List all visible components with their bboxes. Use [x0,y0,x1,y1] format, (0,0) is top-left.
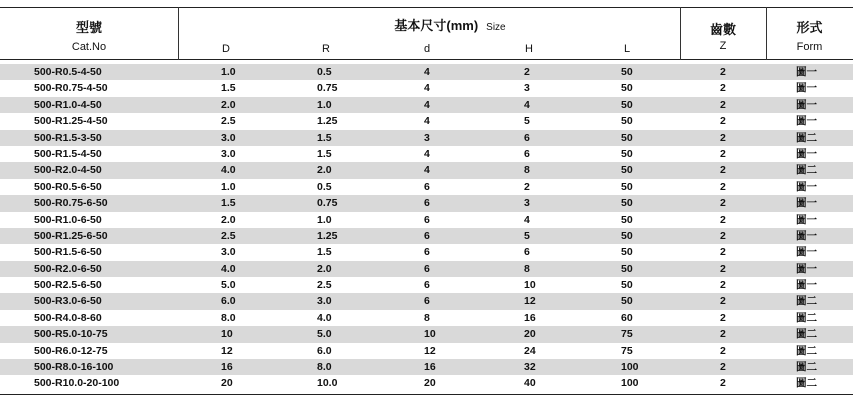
cell-Z: 2 [720,229,726,242]
cell-cat: 500-R8.0-16-100 [34,361,114,374]
cell-cat: 500-R0.75-6-50 [34,197,108,210]
cell-R: 1.0 [317,213,332,226]
cell-H: 2 [524,180,530,193]
cell-form: 圖二 [796,361,817,374]
col-header-L: L [624,43,631,55]
cell-form: 圖二 [796,377,817,390]
cell-H: 6 [524,147,530,160]
cell-L: 50 [621,131,633,144]
cell-cat: 500-R1.5-6-50 [34,246,102,259]
cell-cat: 500-R2.0-6-50 [34,262,102,275]
cell-form: 圖一 [796,147,817,160]
cell-Z: 2 [720,164,726,177]
cell-form: 圖一 [796,180,817,193]
cell-Z: 2 [720,180,726,193]
cell-H: 20 [524,328,536,341]
cell-Z: 2 [720,197,726,210]
table-row [0,97,853,113]
cell-L: 50 [621,197,633,210]
cell-Z: 2 [720,115,726,128]
table-row [0,162,853,178]
cell-form: 圖一 [796,262,817,275]
cell-form: 圖一 [796,197,817,210]
cell-d: 6 [424,213,430,226]
cell-L: 50 [621,180,633,193]
cell-D: 6.0 [221,295,236,308]
cell-D: 8.0 [221,311,236,324]
cell-L: 50 [621,66,633,78]
cell-H: 3 [524,197,530,210]
cell-L: 50 [621,213,633,226]
cell-R: 0.75 [317,82,338,95]
cell-Z: 2 [720,213,726,226]
cell-form: 圖一 [796,229,817,242]
cell-L: 50 [621,229,633,242]
table-bottom-rule [0,394,853,395]
cell-form: 圖二 [796,328,817,341]
col-header-H: H [525,43,533,55]
cell-R: 5.0 [317,328,332,341]
cell-cat: 500-R10.0-20-100 [34,377,120,390]
cell-d: 8 [424,311,430,324]
cell-d: 6 [424,279,430,292]
cell-d: 4 [424,66,430,78]
table-row [0,179,853,195]
cell-R: 8.0 [317,361,332,374]
cell-form: 圖一 [796,279,817,292]
cell-D: 1.5 [221,197,236,210]
cell-cat: 500-R1.0-6-50 [34,213,102,226]
size-heading [300,15,600,34]
cell-cat: 500-R3.0-6-50 [34,295,102,308]
cell-D: 2.5 [221,115,236,128]
cell-L: 50 [621,262,633,275]
cell-d: 6 [424,295,430,308]
cell-L: 100 [621,377,639,390]
cell-L: 50 [621,295,633,308]
cell-D: 3.0 [221,131,236,144]
cell-Z: 2 [720,246,726,259]
cell-R: 1.25 [317,115,338,128]
cell-H: 8 [524,262,530,275]
cell-form: 圖一 [796,66,817,78]
cell-L: 50 [621,98,633,111]
size-heading-cn: 基本尺寸(mm) [394,18,479,33]
col-header-R: R [322,43,330,55]
cell-Z: 2 [720,361,726,374]
cell-Z: 2 [720,131,726,144]
cell-D: 1.5 [221,82,236,95]
table-row [0,130,853,146]
cell-form: 圖二 [796,311,817,324]
cell-cat: 500-R4.0-8-60 [34,311,102,324]
cell-R: 10.0 [317,377,338,390]
cell-cat: 500-R1.25-4-50 [34,115,108,128]
cell-form: 圖一 [796,213,817,226]
cell-H: 3 [524,82,530,95]
cell-D: 5.0 [221,279,236,292]
cell-d: 6 [424,246,430,259]
cell-form: 圖一 [796,98,817,111]
cell-Z: 2 [720,66,726,78]
cell-H: 24 [524,344,536,357]
header-divider [178,7,179,60]
cell-L: 50 [621,164,633,177]
table-row [0,80,853,96]
cell-d: 4 [424,147,430,160]
cell-Z: 2 [720,311,726,324]
table-body [0,64,853,392]
table-row [0,261,853,277]
cell-d: 12 [424,344,436,357]
cell-H: 16 [524,311,536,324]
table-row [0,195,853,211]
cell-L: 50 [621,246,633,259]
cell-H: 12 [524,295,536,308]
table-row [0,228,853,244]
cell-D: 10 [221,328,233,341]
cell-cat: 500-R1.0-4-50 [34,98,102,111]
cell-Z: 2 [720,295,726,308]
cat-no-subheading: Cat.No [71,41,107,53]
cell-R: 1.5 [317,246,332,259]
cell-R: 0.5 [317,66,332,78]
cell-cat: 500-R5.0-10-75 [34,328,108,341]
cell-d: 3 [424,131,430,144]
cell-H: 4 [524,98,530,111]
cell-R: 2.5 [317,279,332,292]
cell-form: 圖二 [796,295,817,308]
cell-Z: 2 [720,279,726,292]
cell-d: 10 [424,328,436,341]
cell-Z: 2 [720,328,726,341]
cell-d: 20 [424,377,436,390]
cell-D: 1.0 [221,180,236,193]
table-row [0,310,853,326]
cell-L: 75 [621,344,633,357]
form-subheading: Form [796,41,823,53]
teeth-subheading: Z [719,40,727,52]
cell-H: 6 [524,131,530,144]
cell-d: 6 [424,197,430,210]
cell-cat: 500-R6.0-12-75 [34,344,108,357]
cell-H: 40 [524,377,536,390]
cell-D: 3.0 [221,147,236,160]
cell-D: 3.0 [221,246,236,259]
table-row [0,326,853,342]
cell-d: 6 [424,180,430,193]
cell-L: 60 [621,311,633,324]
cell-D: 20 [221,377,233,390]
form-heading: 形式 [796,20,823,35]
size-heading-en: Size [486,22,506,33]
cell-L: 100 [621,361,639,374]
cell-d: 4 [424,82,430,95]
cell-d: 6 [424,262,430,275]
table-row [0,113,853,129]
cell-L: 75 [621,328,633,341]
cell-Z: 2 [720,82,726,95]
table-row [0,293,853,309]
cell-R: 6.0 [317,344,332,357]
cell-form: 圖二 [796,344,817,357]
cell-H: 8 [524,164,530,177]
table-row [0,64,853,80]
cell-cat: 500-R0.5-6-50 [34,180,102,193]
cell-d: 6 [424,229,430,242]
cell-R: 3.0 [317,295,332,308]
cell-D: 12 [221,344,233,357]
cell-cat: 500-R1.5-4-50 [34,147,102,160]
cell-H: 2 [524,66,530,78]
cell-d: 16 [424,361,436,374]
cell-D: 2.0 [221,98,236,111]
cell-d: 4 [424,98,430,111]
cell-cat: 500-R2.5-6-50 [34,279,102,292]
cell-Z: 2 [720,98,726,111]
cell-cat: 500-R1.25-6-50 [34,229,108,242]
cell-R: 1.5 [317,147,332,160]
cell-R: 0.5 [317,180,332,193]
cell-R: 1.0 [317,98,332,111]
table-row [0,212,853,228]
cell-D: 2.5 [221,229,236,242]
cell-D: 16 [221,361,233,374]
cell-cat: 500-R2.0-4-50 [34,164,102,177]
cell-d: 4 [424,164,430,177]
table-row [0,343,853,359]
cell-L: 50 [621,279,633,292]
cell-form: 圖二 [796,131,817,144]
cell-L: 50 [621,147,633,160]
cell-cat: 500-R0.5-4-50 [34,66,102,78]
cell-H: 4 [524,213,530,226]
cell-H: 32 [524,361,536,374]
cell-H: 5 [524,229,530,242]
cell-form: 圖二 [796,164,817,177]
cell-R: 0.75 [317,197,338,210]
cell-D: 4.0 [221,164,236,177]
cell-L: 50 [621,82,633,95]
cell-Z: 2 [720,344,726,357]
table-row [0,375,853,391]
cat-no-heading: 型號 [75,20,102,35]
cell-R: 1.5 [317,131,332,144]
cell-form: 圖一 [796,115,817,128]
cell-R: 1.25 [317,229,338,242]
cell-cat: 500-R1.5-3-50 [34,131,102,144]
table-row [0,146,853,162]
cell-L: 50 [621,115,633,128]
table-row [0,244,853,260]
cell-D: 2.0 [221,213,236,226]
col-header-D: D [222,43,230,55]
col-header-d: d [424,43,431,55]
cell-R: 2.0 [317,164,332,177]
cell-Z: 2 [720,377,726,390]
teeth-heading: 齒數 [709,22,736,37]
table-row [0,277,853,293]
cell-H: 5 [524,115,530,128]
cell-D: 4.0 [221,262,236,275]
cell-Z: 2 [720,147,726,160]
cell-H: 6 [524,246,530,259]
cell-D: 1.0 [221,66,236,78]
cell-R: 2.0 [317,262,332,275]
cell-H: 10 [524,279,536,292]
table-row [0,359,853,375]
cell-form: 圖一 [796,246,817,259]
cell-Z: 2 [720,262,726,275]
cell-cat: 500-R0.75-4-50 [34,82,108,95]
cell-R: 4.0 [317,311,332,324]
cell-form: 圖一 [796,82,817,95]
cell-d: 4 [424,115,430,128]
